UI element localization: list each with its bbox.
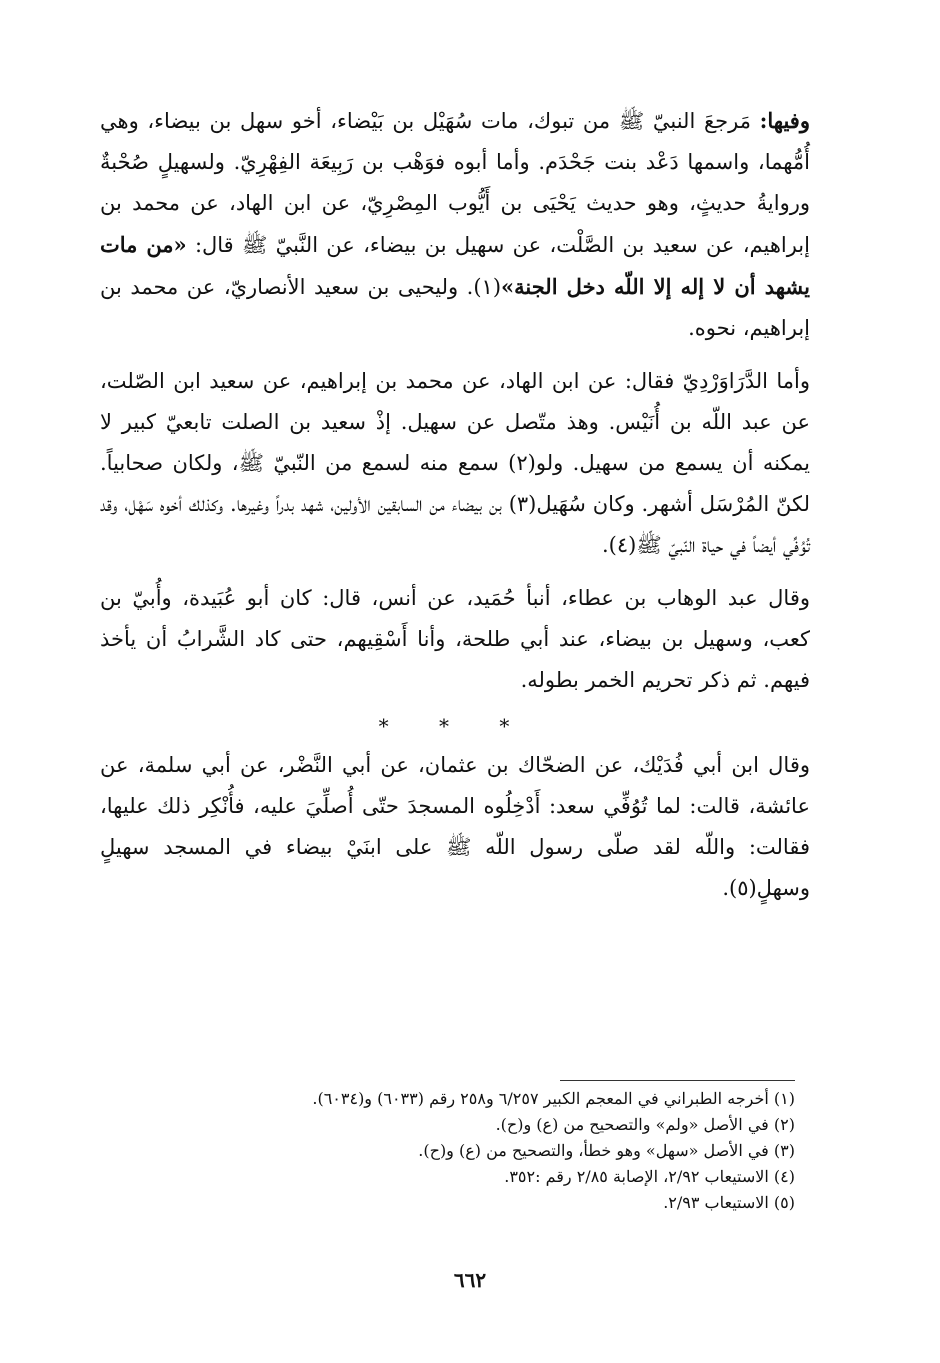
footnote-2: (٢) في الأصل «ولم» والتصحيح من (ع) و(ح). [495,1115,795,1134]
section-separator: * * * [378,714,532,738]
page-number: ٦٦٢ [453,1268,487,1292]
main-text [100,100,810,921]
footnotes [150,1086,795,1216]
hadith-quote: «من مات يشهد أن لا إله إلا اللّه دخل الجنة» [100,232,810,299]
footnote-1: (١) أخرجه الطبراني في المعجم الكبير ٦/٢٥٧ و٢٥٨ رقم (٦٠٣٣) و(٦٠٣٤). [312,1089,795,1108]
paragraph-3: وقال عبد الوهاب بن عطاء، أنبأ حُمَيد، عن أنس، قال: كان أبو عُبَيدة، وأُبيّ بن كعب، وسهيل بن بيضاء، عند أبي طلحة، وأنا أَسْقِيهم، حتى كاد الشَّرابُ أن يأخذ فيهم. ثم ذكر تحريم الخمر بطوله. [100,586,810,692]
paragraph-text: مَرجعَ النبيّ ﷺ من تبوك، مات سُهَيْل بن بَيْضاء، أخو سهل بن بيضاء، وهي أُمُّهما، واسمها دَعْد بنت جَحْدَم. وأما أبوه فوَهْب بن رَبِيعَة الفِهْرِيّ. ولسهيلٍ صُحْبةٌ وروايةُ حديثٍ، وهو حديث يَحْيَى بن أَيُّوب المِصْرِيّ، عن ابن الهاد، عن محمد بن إبراهيم، عن سعيد بن الصَّلْت، عن سهيل بن بيضاء، عن النَّبيّ ﷺ قال: [100,109,810,257]
paragraph-2: وأما الدَّرَاوَرْدِيّ فقال: عن ابن الهاد، عن محمد بن إبراهيم، عن سعيد ابن الصّلت، عن عبد اللّه بن أُنَيْس. وهذ متّصل عن سهيل. إذْ سعيد بن الصلت تابعيّ كبير لا يمكنه أن يسمع من سهيل. ولو(٢) سمع منه لسمع من النّبيّ ﷺ، ولكان صحابياً. لكنّ المُرْسَل أشهر. وكان سُهَيل(٣) بن بيضاء من السابقين الأولين، شهد بدراً وغيرها. وكذلك أخوه سَهْل، وقد تُوُفِّي أيضاً في حياة النّبيّ ﷺ(٤). [100,369,811,557]
footnote-4: (٤) الاستيعاب ٢/٩٢، الإصابة ٢/٨٥ رقم :٣٥٢. [504,1167,795,1186]
footnote-3: (٣) في الأصل «سهل» وهو خطأ، والتصحيح من (ع) و(ح). [418,1141,795,1160]
footnote-5: (٥) الاستيعاب ٢/٩٣. [663,1193,795,1212]
footnote-divider [560,1080,795,1081]
paragraph-4: وقال ابن أبي فُدَيْك، عن الضحّاك بن عثمان، عن أبي النَّضْر، عن أبي سلمة، عن عائشة، قالت: لما تُوُفِّي سعد: أَدْخِلُوه المسجدَ حتّى أُصلِّيَ عليه، فأُنْكِر ذلك عليها، فقالت: واللّه لقد صلّى رسول اللّه ﷺ على ابنَيْ بيضاء في المسجد سهيلٍ وسهلٍ(٥). [100,753,810,900]
paragraph-lead: وفيها: [759,108,810,133]
paragraph-1 [100,100,810,349]
paragraph-tail: (١). وليحيى بن سعيد الأنصاريّ، عن محمد بن إبراهيم، نحوه. [100,275,810,340]
